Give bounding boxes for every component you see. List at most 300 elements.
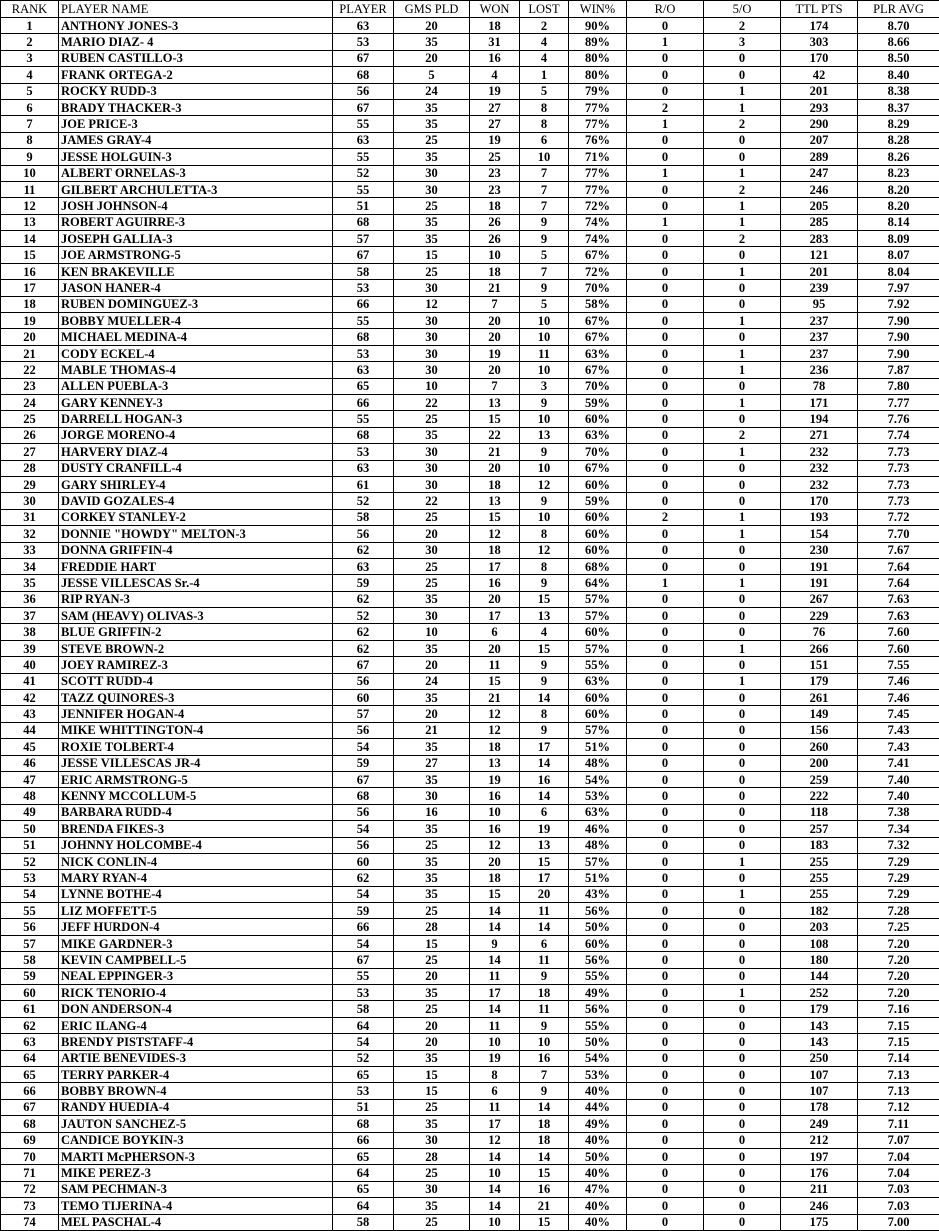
cell-total-points: 250 [781, 1050, 858, 1066]
table-row [1, 542, 939, 558]
cell-player-average: 7.20 [858, 952, 939, 968]
cell-player-average: 8.40 [858, 67, 939, 83]
cell-games-played: 35 [394, 853, 470, 869]
cell-player-average: 7.12 [858, 1099, 939, 1115]
cell-r-o: 0 [627, 821, 704, 837]
cell-five-o: 0 [704, 1083, 781, 1099]
cell-r-o: 0 [627, 640, 704, 656]
cell-r-o: 0 [627, 919, 704, 935]
cell-r-o: 0 [627, 558, 704, 574]
cell-player: 53 [333, 34, 394, 50]
cell-five-o: 1 [704, 853, 781, 869]
cell-player-name: ERIC ARMSTRONG-5 [59, 771, 333, 787]
cell-total-points: 212 [781, 1132, 858, 1148]
cell-games-played: 35 [394, 985, 470, 1001]
cell-lost: 16 [520, 1181, 569, 1197]
cell-won: 17 [470, 558, 520, 574]
cell-games-played: 35 [394, 591, 470, 607]
cell-games-played: 30 [394, 313, 470, 329]
cell-total-points: 237 [781, 329, 858, 345]
cell-player-average: 7.70 [858, 526, 939, 542]
cell-r-o: 0 [627, 132, 704, 148]
cell-r-o: 0 [627, 329, 704, 345]
cell-r-o: 0 [627, 67, 704, 83]
cell-player-name: HARVERY DIAZ-4 [59, 444, 333, 460]
cell-lost: 14 [520, 1099, 569, 1115]
cell-total-points: 246 [781, 181, 858, 197]
cell-five-o: 0 [704, 935, 781, 951]
cell-player-name: BOBBY BROWN-4 [59, 1083, 333, 1099]
table-row [1, 411, 939, 427]
cell-won: 11 [470, 968, 520, 984]
cell-won: 15 [470, 673, 520, 689]
cell-games-played: 12 [394, 296, 470, 312]
table-row [1, 427, 939, 443]
cell-player-average: 7.46 [858, 673, 939, 689]
cell-five-o: 1 [704, 214, 781, 230]
cell-player: 52 [333, 608, 394, 624]
cell-rank: 26 [1, 427, 59, 443]
table-row [1, 853, 939, 869]
cell-games-played: 22 [394, 394, 470, 410]
cell-total-points: 271 [781, 427, 858, 443]
cell-player-name: SAM PECHMAN-3 [59, 1181, 333, 1197]
cell-player-average: 7.73 [858, 493, 939, 509]
column-header-player-name: PLAYER NAME [59, 1, 333, 18]
cell-five-o: 1 [704, 362, 781, 378]
cell-games-played: 16 [394, 804, 470, 820]
cell-player: 64 [333, 1165, 394, 1181]
cell-won: 12 [470, 837, 520, 853]
cell-player-name: GARY SHIRLEY-4 [59, 476, 333, 492]
cell-five-o: 0 [704, 771, 781, 787]
cell-player-average: 7.28 [858, 903, 939, 919]
cell-lost: 12 [520, 476, 569, 492]
cell-player: 68 [333, 67, 394, 83]
cell-player-average: 7.41 [858, 755, 939, 771]
cell-rank: 32 [1, 526, 59, 542]
cell-total-points: 191 [781, 558, 858, 574]
cell-five-o: 0 [704, 1181, 781, 1197]
cell-rank: 18 [1, 296, 59, 312]
cell-player: 56 [333, 526, 394, 542]
cell-rank: 40 [1, 657, 59, 673]
cell-player-average: 7.04 [858, 1165, 939, 1181]
table-row [1, 755, 939, 771]
cell-r-o: 0 [627, 788, 704, 804]
cell-player-name: BLUE GRIFFIN-2 [59, 624, 333, 640]
cell-player: 61 [333, 476, 394, 492]
cell-rank: 45 [1, 739, 59, 755]
cell-lost: 9 [520, 575, 569, 591]
cell-games-played: 35 [394, 149, 470, 165]
cell-games-played: 30 [394, 444, 470, 460]
cell-five-o: 0 [704, 690, 781, 706]
cell-won: 21 [470, 690, 520, 706]
table-row [1, 1132, 939, 1148]
cell-r-o: 0 [627, 853, 704, 869]
cell-rank: 12 [1, 198, 59, 214]
cell-win-pct: 67% [569, 362, 627, 378]
cell-player: 63 [333, 362, 394, 378]
cell-total-points: 257 [781, 821, 858, 837]
cell-five-o: 2 [704, 427, 781, 443]
cell-player: 52 [333, 493, 394, 509]
cell-won: 16 [470, 575, 520, 591]
cell-games-played: 20 [394, 18, 470, 34]
cell-win-pct: 68% [569, 558, 627, 574]
cell-games-played: 35 [394, 231, 470, 247]
cell-lost: 14 [520, 1148, 569, 1164]
cell-rank: 43 [1, 706, 59, 722]
cell-player: 51 [333, 198, 394, 214]
cell-rank: 17 [1, 280, 59, 296]
cell-five-o: 1 [704, 575, 781, 591]
cell-games-played: 15 [394, 247, 470, 263]
cell-lost: 13 [520, 608, 569, 624]
cell-games-played: 15 [394, 935, 470, 951]
cell-player-name: JOE ARMSTRONG-5 [59, 247, 333, 263]
cell-rank: 10 [1, 165, 59, 181]
cell-player-name: TAZZ QUINORES-3 [59, 690, 333, 706]
cell-won: 26 [470, 231, 520, 247]
cell-player-average: 7.14 [858, 1050, 939, 1066]
cell-player-name: DONNA GRIFFIN-4 [59, 542, 333, 558]
cell-r-o: 0 [627, 444, 704, 460]
cell-lost: 9 [520, 673, 569, 689]
cell-total-points: 239 [781, 280, 858, 296]
cell-won: 10 [470, 804, 520, 820]
table-row [1, 690, 939, 706]
cell-won: 7 [470, 378, 520, 394]
cell-player-average: 7.38 [858, 804, 939, 820]
cell-player-average: 8.09 [858, 231, 939, 247]
cell-rank: 65 [1, 1067, 59, 1083]
cell-win-pct: 67% [569, 247, 627, 263]
cell-r-o: 0 [627, 935, 704, 951]
cell-rank: 63 [1, 1034, 59, 1050]
cell-lost: 9 [520, 722, 569, 738]
cell-lost: 9 [520, 1083, 569, 1099]
cell-games-played: 25 [394, 509, 470, 525]
cell-r-o: 0 [627, 411, 704, 427]
cell-five-o: 0 [704, 1099, 781, 1115]
cell-player-name: JOE PRICE-3 [59, 116, 333, 132]
cell-r-o: 0 [627, 378, 704, 394]
cell-rank: 4 [1, 67, 59, 83]
cell-five-o: 0 [704, 1116, 781, 1132]
cell-lost: 20 [520, 886, 569, 902]
cell-total-points: 255 [781, 853, 858, 869]
cell-five-o: 1 [704, 444, 781, 460]
cell-games-played: 25 [394, 411, 470, 427]
cell-player-name: MARY RYAN-4 [59, 870, 333, 886]
cell-lost: 9 [520, 968, 569, 984]
table-row [1, 214, 939, 230]
cell-games-played: 25 [394, 1001, 470, 1017]
cell-rank: 25 [1, 411, 59, 427]
cell-player: 67 [333, 952, 394, 968]
cell-player: 59 [333, 903, 394, 919]
cell-r-o: 0 [627, 1148, 704, 1164]
cell-total-points: 151 [781, 657, 858, 673]
table-row [1, 313, 939, 329]
cell-rank: 56 [1, 919, 59, 935]
cell-player-average: 7.67 [858, 542, 939, 558]
cell-total-points: 201 [781, 83, 858, 99]
cell-total-points: 261 [781, 690, 858, 706]
cell-player-name: DAVID GOZALES-4 [59, 493, 333, 509]
cell-win-pct: 55% [569, 1017, 627, 1033]
cell-won: 13 [470, 493, 520, 509]
table-row [1, 378, 939, 394]
table-row [1, 231, 939, 247]
cell-win-pct: 60% [569, 690, 627, 706]
table-row [1, 771, 939, 787]
table-row [1, 1165, 939, 1181]
cell-total-points: 107 [781, 1067, 858, 1083]
table-row [1, 132, 939, 148]
cell-player: 63 [333, 132, 394, 148]
cell-total-points: 252 [781, 985, 858, 1001]
cell-rank: 46 [1, 755, 59, 771]
cell-total-points: 230 [781, 542, 858, 558]
cell-five-o: 0 [704, 591, 781, 607]
cell-rank: 52 [1, 853, 59, 869]
cell-player-average: 8.07 [858, 247, 939, 263]
cell-player-average: 7.80 [858, 378, 939, 394]
cell-five-o: 1 [704, 673, 781, 689]
cell-r-o: 0 [627, 755, 704, 771]
cell-total-points: 178 [781, 1099, 858, 1115]
cell-five-o: 1 [704, 886, 781, 902]
cell-lost: 14 [520, 690, 569, 706]
cell-player-average: 8.37 [858, 99, 939, 115]
cell-won: 16 [470, 50, 520, 66]
cell-lost: 5 [520, 296, 569, 312]
cell-games-played: 22 [394, 493, 470, 509]
cell-win-pct: 40% [569, 1132, 627, 1148]
cell-games-played: 30 [394, 1132, 470, 1148]
cell-lost: 18 [520, 985, 569, 1001]
cell-player-average: 7.29 [858, 853, 939, 869]
cell-r-o: 0 [627, 427, 704, 443]
cell-player: 68 [333, 1116, 394, 1132]
cell-player-average: 7.40 [858, 788, 939, 804]
cell-player-name: JENNIFER HOGAN-4 [59, 706, 333, 722]
cell-win-pct: 56% [569, 952, 627, 968]
cell-player-name: KENNY MCCOLLUM-5 [59, 788, 333, 804]
cell-win-pct: 77% [569, 181, 627, 197]
cell-r-o: 0 [627, 608, 704, 624]
column-header-win-pct: WIN% [569, 1, 627, 18]
table-row [1, 1050, 939, 1066]
cell-win-pct: 70% [569, 444, 627, 460]
cell-won: 14 [470, 1198, 520, 1214]
table-row [1, 116, 939, 132]
cell-player-name: RICK TENORIO-4 [59, 985, 333, 1001]
cell-total-points: 183 [781, 837, 858, 853]
cell-five-o: 0 [704, 1148, 781, 1164]
cell-player-name: JAUTON SANCHEZ-5 [59, 1116, 333, 1132]
cell-total-points: 118 [781, 804, 858, 820]
cell-total-points: 200 [781, 755, 858, 771]
cell-total-points: 285 [781, 214, 858, 230]
cell-win-pct: 67% [569, 313, 627, 329]
cell-player-average: 8.26 [858, 149, 939, 165]
cell-player-name: ARTIE BENEVIDES-3 [59, 1050, 333, 1066]
cell-total-points: 283 [781, 231, 858, 247]
cell-player-average: 7.73 [858, 444, 939, 460]
cell-won: 20 [470, 591, 520, 607]
cell-games-played: 20 [394, 1017, 470, 1033]
cell-player: 67 [333, 50, 394, 66]
cell-rank: 30 [1, 493, 59, 509]
cell-total-points: 176 [781, 1165, 858, 1181]
cell-lost: 5 [520, 247, 569, 263]
cell-win-pct: 54% [569, 1050, 627, 1066]
cell-r-o: 0 [627, 460, 704, 476]
cell-total-points: 154 [781, 526, 858, 542]
cell-total-points: 144 [781, 968, 858, 984]
cell-total-points: 149 [781, 706, 858, 722]
cell-player-average: 7.64 [858, 558, 939, 574]
cell-r-o: 0 [627, 886, 704, 902]
cell-player-average: 7.00 [858, 1214, 939, 1230]
cell-r-o: 0 [627, 231, 704, 247]
cell-player: 55 [333, 181, 394, 197]
cell-r-o: 1 [627, 214, 704, 230]
table-row [1, 870, 939, 886]
cell-won: 15 [470, 509, 520, 525]
cell-won: 8 [470, 1067, 520, 1083]
cell-player-name: MABLE THOMAS-4 [59, 362, 333, 378]
column-header-rank: RANK [1, 1, 59, 18]
cell-won: 18 [470, 476, 520, 492]
cell-total-points: 229 [781, 608, 858, 624]
cell-rank: 27 [1, 444, 59, 460]
cell-rank: 16 [1, 263, 59, 279]
cell-player-average: 8.23 [858, 165, 939, 181]
cell-total-points: 237 [781, 313, 858, 329]
cell-total-points: 95 [781, 296, 858, 312]
cell-won: 14 [470, 1181, 520, 1197]
cell-player-average: 7.43 [858, 739, 939, 755]
cell-win-pct: 46% [569, 821, 627, 837]
cell-rank: 14 [1, 231, 59, 247]
cell-win-pct: 60% [569, 526, 627, 542]
cell-player-name: BRADY THACKER-3 [59, 99, 333, 115]
table-row [1, 903, 939, 919]
cell-games-played: 35 [394, 690, 470, 706]
cell-won: 23 [470, 181, 520, 197]
cell-player-average: 7.40 [858, 771, 939, 787]
cell-total-points: 201 [781, 263, 858, 279]
cell-total-points: 246 [781, 1198, 858, 1214]
cell-player: 63 [333, 460, 394, 476]
cell-lost: 15 [520, 640, 569, 656]
cell-games-played: 30 [394, 1181, 470, 1197]
cell-rank: 73 [1, 1198, 59, 1214]
cell-won: 4 [470, 67, 520, 83]
cell-five-o: 1 [704, 313, 781, 329]
cell-total-points: 290 [781, 116, 858, 132]
cell-player: 68 [333, 427, 394, 443]
cell-rank: 38 [1, 624, 59, 640]
cell-win-pct: 63% [569, 673, 627, 689]
cell-win-pct: 60% [569, 624, 627, 640]
cell-rank: 57 [1, 935, 59, 951]
cell-r-o: 0 [627, 591, 704, 607]
cell-rank: 2 [1, 34, 59, 50]
cell-lost: 15 [520, 853, 569, 869]
cell-lost: 2 [520, 18, 569, 34]
cell-total-points: 78 [781, 378, 858, 394]
cell-five-o: 0 [704, 1198, 781, 1214]
cell-win-pct: 48% [569, 837, 627, 853]
cell-five-o: 0 [704, 460, 781, 476]
cell-player-average: 7.20 [858, 935, 939, 951]
cell-won: 11 [470, 1017, 520, 1033]
cell-r-o: 0 [627, 1198, 704, 1214]
cell-won: 27 [470, 116, 520, 132]
table-row [1, 83, 939, 99]
cell-lost: 11 [520, 345, 569, 361]
cell-player-name: DARRELL HOGAN-3 [59, 411, 333, 427]
cell-games-played: 35 [394, 427, 470, 443]
cell-player-average: 8.70 [858, 18, 939, 34]
cell-won: 11 [470, 657, 520, 673]
cell-won: 19 [470, 771, 520, 787]
cell-win-pct: 51% [569, 739, 627, 755]
cell-rank: 23 [1, 378, 59, 394]
cell-rank: 58 [1, 952, 59, 968]
table-row [1, 591, 939, 607]
cell-won: 7 [470, 296, 520, 312]
cell-rank: 11 [1, 181, 59, 197]
column-header-player-average: PLR AVG [858, 1, 939, 18]
cell-lost: 14 [520, 788, 569, 804]
cell-player: 62 [333, 624, 394, 640]
cell-lost: 10 [520, 362, 569, 378]
cell-win-pct: 48% [569, 755, 627, 771]
cell-player: 60 [333, 853, 394, 869]
cell-player-name: GILBERT ARCHULETTA-3 [59, 181, 333, 197]
cell-win-pct: 57% [569, 640, 627, 656]
cell-r-o: 2 [627, 509, 704, 525]
table-row [1, 476, 939, 492]
table-row [1, 1198, 939, 1214]
cell-player-name: MARIO DIAZ- 4 [59, 34, 333, 50]
cell-player: 54 [333, 886, 394, 902]
cell-lost: 9 [520, 493, 569, 509]
cell-five-o: 0 [704, 493, 781, 509]
cell-total-points: 232 [781, 444, 858, 460]
cell-win-pct: 60% [569, 476, 627, 492]
cell-five-o: 0 [704, 821, 781, 837]
cell-won: 27 [470, 99, 520, 115]
cell-lost: 10 [520, 149, 569, 165]
cell-won: 20 [470, 640, 520, 656]
cell-lost: 15 [520, 1165, 569, 1181]
cell-r-o: 0 [627, 1099, 704, 1115]
cell-total-points: 171 [781, 394, 858, 410]
cell-total-points: 222 [781, 788, 858, 804]
cell-player-average: 7.03 [858, 1198, 939, 1214]
table-header [1, 1, 939, 18]
cell-r-o: 0 [627, 394, 704, 410]
cell-games-played: 15 [394, 1067, 470, 1083]
